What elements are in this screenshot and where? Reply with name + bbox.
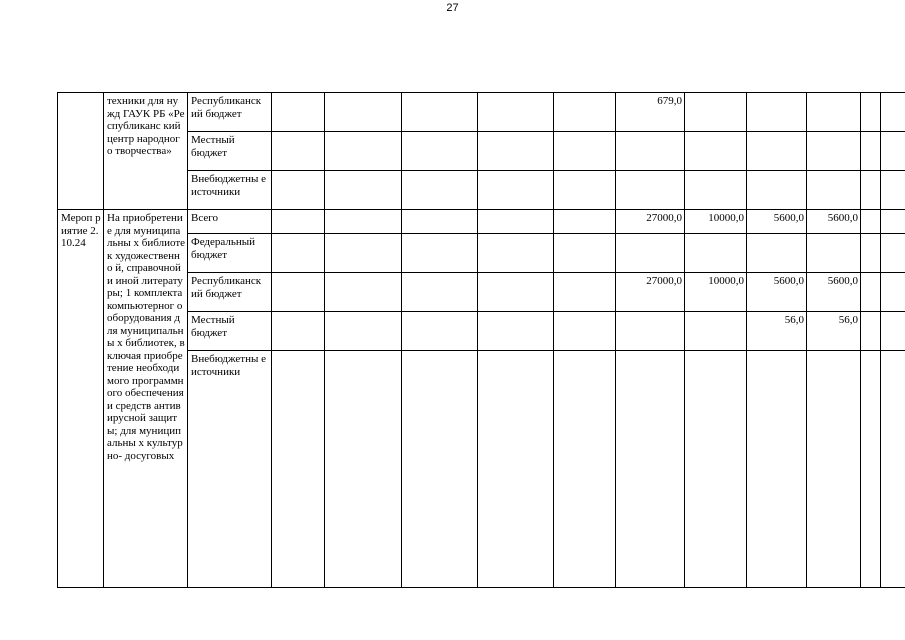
value-cell — [807, 93, 861, 132]
value-cell — [861, 234, 881, 273]
value-cell — [402, 93, 478, 132]
funding-source-cell: Внебюджетны е источники — [188, 171, 272, 210]
value-cell — [402, 351, 478, 588]
value-cell — [272, 132, 325, 171]
table-body — [58, 93, 905, 588]
value-cell — [325, 312, 402, 351]
value-cell — [881, 234, 905, 273]
value-cell — [478, 210, 554, 234]
measure-cell: Мероп риятие 2.10.24 — [58, 210, 104, 588]
funding-source-cell: Всего — [188, 210, 272, 234]
value-cell — [747, 234, 807, 273]
value-cell — [861, 351, 881, 588]
description-cell: техники для нужд ГАУК РБ «Республиканс кий центр народного творчества» — [104, 93, 188, 210]
value-cell — [861, 93, 881, 132]
value-cell — [747, 351, 807, 588]
value-cell — [616, 351, 685, 588]
value-cell — [861, 210, 881, 234]
value-cell — [325, 132, 402, 171]
value-cell — [478, 132, 554, 171]
funding-source-cell: Внебюджетны е источники — [188, 351, 272, 588]
value-cell: 5600,0 — [747, 273, 807, 312]
value-cell — [616, 312, 685, 351]
value-cell — [478, 273, 554, 312]
value-cell — [554, 210, 616, 234]
value-cell — [881, 93, 905, 132]
value-cell — [554, 171, 616, 210]
table-row — [58, 210, 905, 234]
value-cell — [616, 132, 685, 171]
value-cell — [402, 132, 478, 171]
value-cell — [325, 210, 402, 234]
value-cell: 10000,0 — [685, 273, 747, 312]
value-cell — [685, 312, 747, 351]
value-cell — [554, 93, 616, 132]
measure-cell — [58, 93, 104, 210]
value-cell — [402, 210, 478, 234]
funding-source-cell: Республиканск ий бюджет — [188, 93, 272, 132]
value-cell — [272, 312, 325, 351]
value-cell — [881, 171, 905, 210]
budget-table — [57, 92, 905, 588]
value-cell — [272, 171, 325, 210]
value-cell — [402, 171, 478, 210]
value-cell — [747, 132, 807, 171]
value-cell — [616, 171, 685, 210]
value-cell — [402, 312, 478, 351]
value-cell: 679,0 — [616, 93, 685, 132]
value-cell — [881, 273, 905, 312]
value-cell — [807, 234, 861, 273]
value-cell — [685, 234, 747, 273]
value-cell — [861, 273, 881, 312]
value-cell: 56,0 — [747, 312, 807, 351]
value-cell: 5600,0 — [747, 210, 807, 234]
value-cell — [685, 171, 747, 210]
value-cell — [554, 132, 616, 171]
value-cell — [807, 351, 861, 588]
value-cell — [807, 171, 861, 210]
value-cell — [272, 273, 325, 312]
value-cell — [807, 132, 861, 171]
table-row — [58, 93, 905, 132]
value-cell — [554, 351, 616, 588]
value-cell — [554, 273, 616, 312]
value-cell: 10000,0 — [685, 210, 747, 234]
value-cell — [478, 351, 554, 588]
page-number: 27 — [446, 2, 459, 14]
value-cell — [881, 312, 905, 351]
value-cell — [554, 312, 616, 351]
value-cell — [861, 312, 881, 351]
value-cell — [478, 93, 554, 132]
funding-source-cell: Федеральный бюджет — [188, 234, 272, 273]
value-cell — [272, 234, 325, 273]
value-cell — [402, 273, 478, 312]
value-cell — [478, 171, 554, 210]
funding-source-cell: Местный бюджет — [188, 312, 272, 351]
value-cell — [325, 273, 402, 312]
value-cell — [325, 351, 402, 588]
value-cell: 5600,0 — [807, 273, 861, 312]
value-cell — [881, 132, 905, 171]
value-cell — [325, 171, 402, 210]
description-cell: На приобретение для муниципальны х библиотек художественно й, справочной и иной литературы; 1 комплекта компьютерног о оборудования для муниципальны х библиотек, включая приобретение необходимого программного обеспечения и средств антивирусной защиты; для муниципальны х культурно- досуговых — [104, 210, 188, 588]
value-cell: 27000,0 — [616, 273, 685, 312]
value-cell — [272, 93, 325, 132]
value-cell — [325, 234, 402, 273]
value-cell — [861, 171, 881, 210]
value-cell — [478, 312, 554, 351]
value-cell — [616, 234, 685, 273]
value-cell — [685, 93, 747, 132]
value-cell — [554, 234, 616, 273]
value-cell — [881, 210, 905, 234]
value-cell: 5600,0 — [807, 210, 861, 234]
funding-source-cell: Республиканск ий бюджет — [188, 273, 272, 312]
value-cell — [402, 234, 478, 273]
value-cell — [478, 234, 554, 273]
value-cell — [272, 351, 325, 588]
value-cell — [325, 93, 402, 132]
value-cell — [861, 132, 881, 171]
value-cell — [685, 132, 747, 171]
value-cell: 27000,0 — [616, 210, 685, 234]
funding-source-cell: Местный бюджет — [188, 132, 272, 171]
value-cell — [747, 171, 807, 210]
value-cell — [881, 351, 905, 588]
value-cell: 56,0 — [807, 312, 861, 351]
value-cell — [747, 93, 807, 132]
value-cell — [272, 210, 325, 234]
value-cell — [685, 351, 747, 588]
